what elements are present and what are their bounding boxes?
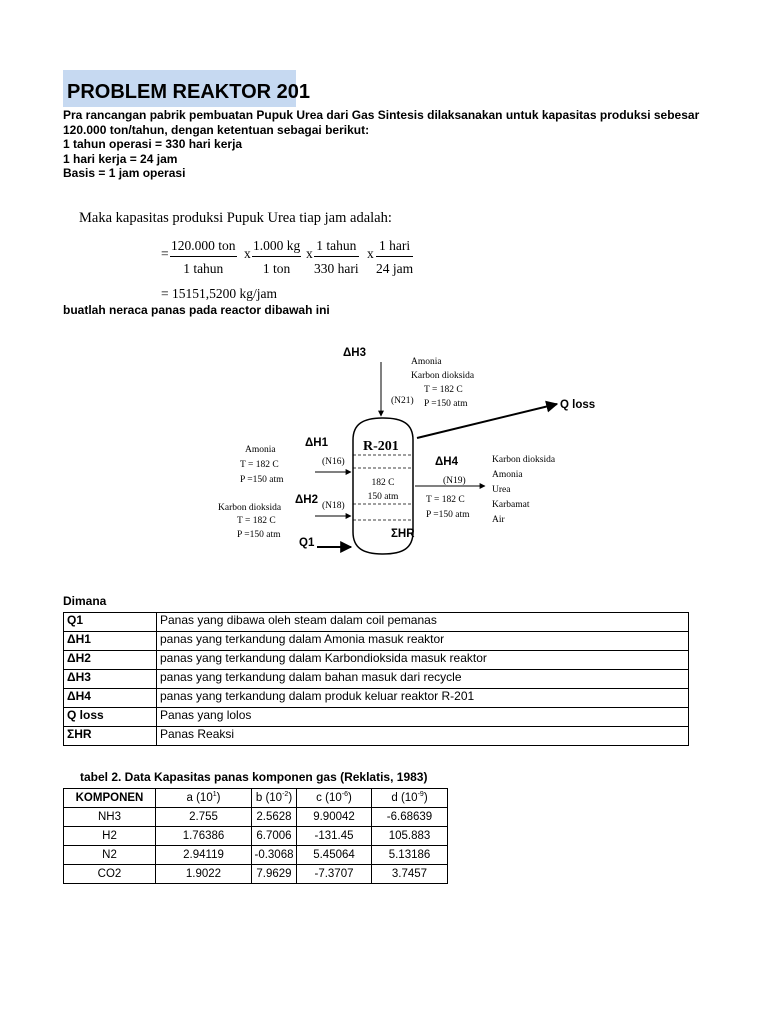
- definition-row: [64, 727, 689, 746]
- product-component: Karbamat: [492, 500, 530, 510]
- coefficient-cell: 2.94119: [156, 846, 252, 865]
- definition-description: Panas yang lolos: [157, 708, 689, 727]
- definition-row: [64, 613, 689, 632]
- product-conditions: [426, 495, 470, 520]
- dh2-label: ΔH2: [295, 494, 318, 506]
- intro-line: 1 tahun operasi = 330 hari kerja: [63, 137, 243, 151]
- reactor-label: R-201: [363, 439, 399, 454]
- reactor-temperature: 182 C: [371, 478, 395, 488]
- qloss-arrow: [417, 404, 557, 438]
- co2-feed-line: P =150 atm: [237, 530, 281, 540]
- header-b: b $(10^{-2})$: [252, 789, 297, 808]
- coefficient-cell: 1.9022: [156, 865, 252, 884]
- definition-description: panas yang terkandung dalam Karbondioksida masuk reaktor: [157, 651, 689, 670]
- recycle-line: P =150 atm: [424, 399, 468, 409]
- stream-n18-label: (N18): [322, 501, 345, 511]
- page-title: PROBLEM REAKTOR 201: [67, 81, 311, 103]
- header-a-text: a: [186, 792, 193, 804]
- coefficient-cell: 2.755: [156, 808, 252, 827]
- shr-label: ΣHR: [391, 528, 415, 540]
- component-name-cell: NH3: [64, 808, 156, 827]
- definition-key: ΔH3: [64, 670, 157, 689]
- definition-row: [64, 708, 689, 727]
- amonia-feed-line: P =150 atm: [240, 475, 284, 485]
- coefficient-cell: 9.90042: [297, 808, 372, 827]
- reactor-pressure: 150 atm: [367, 492, 399, 502]
- amonia-feed-line: T = 182 C: [240, 460, 279, 470]
- recycle-feed-conditions: [411, 357, 475, 409]
- fraction-1-numerator: 120.000 ton: [170, 238, 237, 257]
- amonia-feed-line: Amonia: [245, 445, 276, 455]
- definition-description: Panas Reaksi: [157, 727, 689, 746]
- definition-description: panas yang terkandung dalam Amonia masuk reaktor: [157, 632, 689, 651]
- co2-feed-line: T = 182 C: [237, 516, 276, 526]
- coefficient-cell: 2.5628: [252, 808, 297, 827]
- component-name-cell: N2: [64, 846, 156, 865]
- definition-description: panas yang terkandung dalam produk keluar reaktor R-201: [157, 689, 689, 708]
- coefficient-cell: 7.9629: [252, 865, 297, 884]
- table-row: [64, 865, 448, 884]
- fraction-1: [170, 238, 237, 277]
- header-d: d $(10^{-9})$: [372, 789, 448, 808]
- coefficient-cell: 5.45064: [297, 846, 372, 865]
- product-component: Karbon dioksida: [492, 455, 556, 465]
- coefficient-cell: 1.76386: [156, 827, 252, 846]
- dimana-label: Dimana: [63, 594, 107, 608]
- cp-table: [63, 788, 448, 884]
- product-condition-line: T = 182 C: [426, 495, 465, 505]
- definition-row: [64, 651, 689, 670]
- intro-line: 120.000 ton/tahun, dengan ketentuan sebagai berikut:: [63, 122, 370, 137]
- coefficient-cell: -7.3707: [297, 865, 372, 884]
- header-komponen: KOMPONEN: [64, 789, 156, 808]
- stream-n16-label: (N16): [322, 457, 345, 467]
- definitions-table: [63, 612, 689, 746]
- fraction-3: [314, 238, 359, 277]
- product-component: Urea: [492, 485, 511, 495]
- intro-line: Basis = 1 jam operasi: [63, 166, 186, 180]
- intro-line: Pra rancangan pabrik pembuatan Pupuk Urea dari Gas Sintesis dilaksanakan untuk kapasitas produksi sebesar: [63, 108, 700, 122]
- fraction-1-denominator: 1 tahun: [183, 261, 224, 276]
- recycle-line: T = 182 C: [424, 385, 463, 395]
- instruction-text: buatlah neraca panas pada reactor dibawah ini: [63, 303, 330, 317]
- equals-sign: =: [161, 246, 169, 261]
- qloss-label: Q loss: [560, 399, 596, 411]
- definition-key: ΣHR: [64, 727, 157, 746]
- amonia-feed-conditions: [240, 445, 284, 485]
- product-component: Air: [492, 515, 505, 525]
- fraction-3-denominator: 330 hari: [314, 261, 359, 276]
- co2-feed-conditions: [218, 503, 282, 540]
- reactor-diagram: [205, 340, 625, 560]
- cp-table-caption: tabel 2. Data Kapasitas panas komponen gas (Reklatis, 1983): [80, 770, 428, 784]
- definition-key: ΔH2: [64, 651, 157, 670]
- definition-key: Q loss: [64, 708, 157, 727]
- fraction-2-numerator: 1.000 kg: [252, 238, 301, 257]
- definition-row: [64, 632, 689, 651]
- definition-key: ΔH1: [64, 632, 157, 651]
- definition-description: Panas yang dibawa oleh steam dalam coil pemanas: [157, 613, 689, 632]
- product-condition-line: P =150 atm: [426, 510, 470, 520]
- dh4-label: ΔH4: [435, 456, 458, 468]
- stream-n19-label: (N19): [443, 476, 466, 486]
- table-row: [64, 846, 448, 865]
- header-a-exponent: 1: [212, 791, 217, 799]
- dh3-label: ΔH3: [343, 347, 366, 359]
- recycle-line: Karbon dioksida: [411, 371, 475, 381]
- multiply-sign: x: [367, 246, 374, 261]
- header-d-text: d: [391, 792, 398, 804]
- calculation-result: = 15151,5200 kg/jam: [161, 286, 277, 301]
- fraction-3-numerator: 1 tahun: [314, 238, 359, 257]
- coefficient-cell: 105.883: [372, 827, 448, 846]
- coefficient-cell: -131.45: [297, 827, 372, 846]
- intro-paragraph: [63, 108, 703, 181]
- fraction-4: [376, 238, 413, 277]
- definition-description: panas yang terkandung dalam bahan masuk dari recycle: [157, 670, 689, 689]
- header-c-text: c: [316, 792, 322, 804]
- header-b-exponent: -2: [282, 791, 289, 799]
- definition-key: ΔH4: [64, 689, 157, 708]
- coefficient-cell: -6.68639: [372, 808, 448, 827]
- component-name-cell: CO2: [64, 865, 156, 884]
- fraction-4-denominator: 24 jam: [376, 261, 414, 276]
- q1-label: Q1: [299, 537, 315, 549]
- intro-line: 1 hari kerja = 24 jam: [63, 151, 178, 166]
- page-title-box: [63, 70, 311, 107]
- coefficient-cell: 3.7457: [372, 865, 448, 884]
- definition-row: [64, 689, 689, 708]
- definition-key: Q1: [64, 613, 157, 632]
- coefficient-cell: 5.13186: [372, 846, 448, 865]
- definition-row: [64, 670, 689, 689]
- header-a: a $(10^1)$: [156, 789, 252, 808]
- dh1-label: ΔH1: [305, 437, 328, 449]
- fraction-2: [252, 238, 301, 277]
- coefficient-cell: 6.7006: [252, 827, 297, 846]
- fraction-4-numerator: 1 hari: [376, 238, 413, 257]
- stream-n21-label: (N21): [391, 396, 414, 406]
- product-component: Amonia: [492, 470, 523, 480]
- multiply-sign: x: [244, 246, 251, 261]
- component-name-cell: H2: [64, 827, 156, 846]
- recycle-line: Amonia: [411, 357, 442, 367]
- product-components: [492, 455, 556, 525]
- fraction-2-denominator: 1 ton: [262, 261, 291, 276]
- coefficient-cell: -0.3068: [252, 846, 297, 865]
- table-row: [64, 808, 448, 827]
- co2-feed-line: Karbon dioksida: [218, 503, 282, 513]
- header-c-exponent: -6: [341, 791, 348, 799]
- header-b-text: b: [255, 792, 263, 804]
- header-d-exponent: -9: [417, 791, 424, 799]
- multiply-sign: x: [306, 246, 313, 261]
- header-c: c $(10^{-6})$: [297, 789, 372, 808]
- table-row: [64, 827, 448, 846]
- calculation-intro: Maka kapasitas produksi Pupuk Urea tiap jam adalah:: [79, 210, 392, 226]
